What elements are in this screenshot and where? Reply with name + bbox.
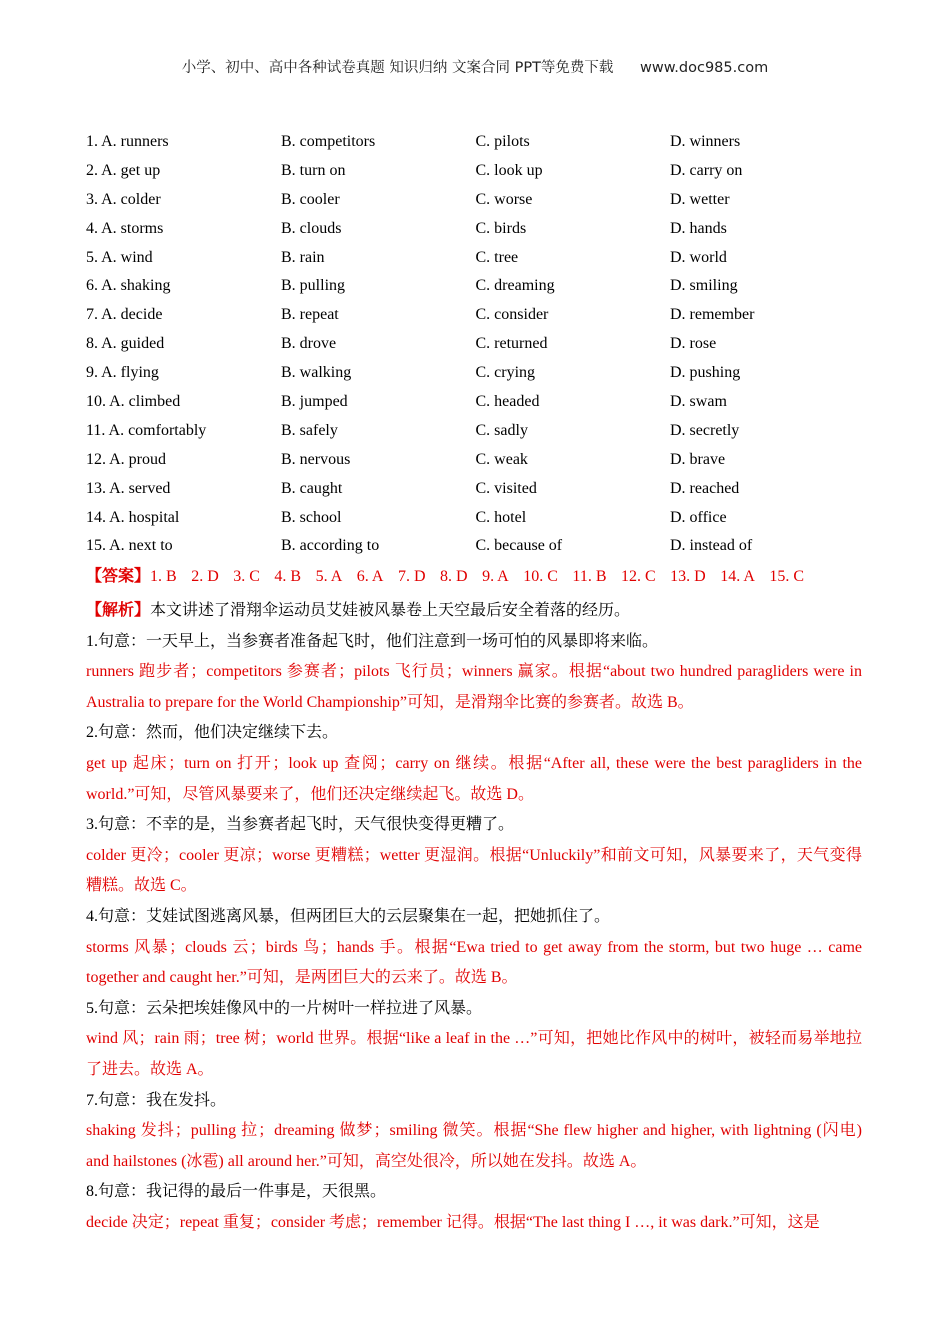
answer-tag: 【答案】 xyxy=(86,568,151,585)
option-a: 5. A. wind xyxy=(86,248,153,266)
option-a: 3. A. colder xyxy=(86,190,161,208)
option-c: C. returned xyxy=(475,335,548,353)
option-b: B. competitors xyxy=(281,133,376,150)
option-d: D. office xyxy=(670,508,727,526)
explanation-tag: 【解析】 xyxy=(86,602,151,619)
option-c: C. because of xyxy=(475,537,563,555)
option-b: B. repeat xyxy=(281,306,339,324)
option-d: D. rose xyxy=(670,335,717,353)
option-c: C. look up xyxy=(475,161,543,179)
option-c: C. visited xyxy=(475,479,537,497)
option-b: B. safely xyxy=(281,421,338,439)
item-reason: decide 决定；repeat 重复；consider 考虑；remember 记得。根据“The last thing I …, it was dark.”可知，这是 xyxy=(86,1213,820,1231)
option-b: B. according to xyxy=(281,537,380,555)
option-row xyxy=(86,449,866,478)
option-b: B. caught xyxy=(281,479,343,497)
option-row xyxy=(86,420,866,449)
answer-key-item: 2. D xyxy=(191,568,219,585)
option-row xyxy=(86,160,866,189)
item-question: 7.句意：我在发抖。 xyxy=(86,1091,227,1109)
option-c: C. dreaming xyxy=(475,277,555,295)
option-d: D. wetter xyxy=(670,190,730,208)
option-d: D. world xyxy=(670,248,727,266)
answer-key-item: 11. B xyxy=(572,568,607,585)
option-a: 9. A. flying xyxy=(86,364,159,382)
option-a: 4. A. storms xyxy=(86,219,164,237)
option-a: 13. A. served xyxy=(86,479,171,497)
answer-key-item: 15. C xyxy=(769,568,805,585)
item-reason: colder 更冷；cooler 更凉；worse 更糟糕；wetter 更湿润。根据“Unluckily”和前文可知，风暴要来了，天气变得糟糕。故选 C。 xyxy=(86,846,862,895)
option-d: D. swam xyxy=(670,393,727,411)
option-d: D. remember xyxy=(670,306,755,324)
option-c: C. tree xyxy=(475,248,519,266)
option-c: C. hotel xyxy=(475,508,527,526)
answer-key-item: 8. D xyxy=(440,568,468,585)
option-a: 8. A. guided xyxy=(86,335,165,353)
answer-key-item: 6. A xyxy=(356,568,384,585)
option-row xyxy=(86,391,866,420)
answer-key-item: 14. A xyxy=(720,568,755,585)
answer-key-item: 9. A xyxy=(482,568,509,585)
option-d: D. hands xyxy=(670,219,727,237)
item-question: 4.句意：艾娃试图逃离风暴，但两团巨大的云层聚集在一起，把她抓住了。 xyxy=(86,907,611,925)
option-a: 1. A. runners xyxy=(86,133,169,150)
option-row xyxy=(86,275,866,304)
option-d: D. instead of xyxy=(670,537,753,555)
option-row xyxy=(86,507,866,536)
explanation-intro-text: 本文讲述了滑翔伞运动员艾娃被风暴卷上天空最后安全着落的经历。 xyxy=(150,602,631,619)
item-question: 3.句意：不幸的是，当参赛者起飞时，天气很快变得更糟了。 xyxy=(86,816,515,834)
option-d: D. carry on xyxy=(670,161,743,179)
header-site-link[interactable]: www.doc985.com xyxy=(640,60,769,76)
item-reason: storms 风暴；clouds 云；birds 鸟；hands 手。根据“Ewa tried to get away from the storm, but two huge … came together and caught her.”可知，是两团巨大的云来了。故选 B。 xyxy=(86,938,862,987)
option-row xyxy=(86,304,866,333)
explanation-intro xyxy=(86,596,862,627)
option-row xyxy=(86,362,866,391)
option-c: C. birds xyxy=(475,219,527,237)
option-d: D. secretly xyxy=(670,421,740,439)
option-row xyxy=(86,333,866,362)
option-b: B. rain xyxy=(281,248,325,266)
option-row xyxy=(86,189,866,218)
options-table xyxy=(86,131,866,564)
option-c: C. sadly xyxy=(475,421,528,439)
option-a: 2. A. get up xyxy=(86,161,161,179)
option-c: C. worse xyxy=(475,190,533,208)
answer-key-item: 1. B xyxy=(150,568,177,585)
option-c: C. headed xyxy=(475,393,540,411)
item-question: 2.句意：然而，他们决定继续下去。 xyxy=(86,724,339,742)
option-b: B. jumped xyxy=(281,393,348,411)
answer-key-item: 12. C xyxy=(620,568,656,585)
option-b: B. school xyxy=(281,508,342,526)
answer-key-item: 4. B xyxy=(274,568,302,585)
option-d: D. smiling xyxy=(670,277,738,295)
item-question: 8.句意：我记得的最后一件事是，天很黑。 xyxy=(86,1183,387,1201)
answer-key-item: 7. D xyxy=(397,568,426,585)
option-row xyxy=(86,131,866,160)
option-a: 6. A. shaking xyxy=(86,277,171,295)
item-question: 5.句意：云朵把埃娃像风中的一片树叶一样拉进了风暴。 xyxy=(86,999,483,1017)
item-reason: wind 风；rain 雨；tree 树；world 世界。根据“like a leaf in the …”可知，把她比作风中的树叶，被轻而易举地拉了进去。故选 A。 xyxy=(86,1030,862,1078)
item-reason: shaking 发抖；pulling 拉；dreaming 做梦；smiling 微笑。根据“She flew higher and higher, with lightning (闪电) and hailstones (冰雹) all around her.”可知，高空处很冷，所以她在发抖。故选 A。 xyxy=(86,1122,862,1170)
option-d: D. brave xyxy=(670,450,726,468)
option-d: D. reached xyxy=(670,479,740,497)
option-c: C. weak xyxy=(475,450,528,468)
option-b: B. cooler xyxy=(281,190,340,208)
answer-key xyxy=(86,566,876,588)
item-reason: runners 跑步者；competitors 参赛者；pilots 飞行员；winners 赢家。根据“about two hundred paragliders were in Australia to prepare for the World Championship”可知，是滑翔伞比赛的参赛者。故选 B。 xyxy=(86,663,862,711)
option-b: B. turn on xyxy=(281,161,346,179)
option-row xyxy=(86,218,866,247)
option-a: 14. A. hospital xyxy=(86,508,180,526)
option-a: 10. A. climbed xyxy=(86,393,181,411)
option-b: B. clouds xyxy=(281,219,342,237)
option-row xyxy=(86,478,866,507)
option-a: 11. A. comfortably xyxy=(86,421,207,439)
option-c: C. pilots xyxy=(475,133,530,150)
option-b: B. walking xyxy=(281,364,352,382)
option-c: C. consider xyxy=(475,306,549,324)
option-b: B. nervous xyxy=(281,450,351,468)
option-a: 7. A. decide xyxy=(86,306,163,324)
option-a: 15. A. next to xyxy=(86,537,173,555)
answer-key-item: 10. C xyxy=(523,568,558,585)
answer-key-item: 13. D xyxy=(670,568,706,585)
page-header xyxy=(0,56,950,77)
option-c: C. crying xyxy=(475,364,536,382)
option-row xyxy=(86,247,866,276)
item-question: 1.句意：一天早上，当参赛者准备起飞时，他们注意到一场可怕的风暴即将来临。 xyxy=(86,632,659,650)
option-a: 12. A. proud xyxy=(86,450,166,468)
option-d: D. pushing xyxy=(670,364,741,382)
answer-key-item: 5. A xyxy=(315,568,343,585)
option-b: B. pulling xyxy=(281,277,346,295)
header-text: 小学、初中、高中各种试卷真题 知识归纳 文案合同 PPT等免费下载 xyxy=(181,60,614,76)
option-b: B. drove xyxy=(281,335,337,353)
explanation xyxy=(86,596,862,1238)
option-row xyxy=(86,535,866,564)
answer-key-item: 3. C xyxy=(233,568,260,585)
item-reason: get up 起床；turn on 打开；look up 查阅；carry on 继续。根据“After all, these were the best paragliders in the world.”可知，尽管风暴要来了，他们还决定继续起飞。故选 D。 xyxy=(86,754,862,803)
option-d: D. winners xyxy=(670,133,741,150)
